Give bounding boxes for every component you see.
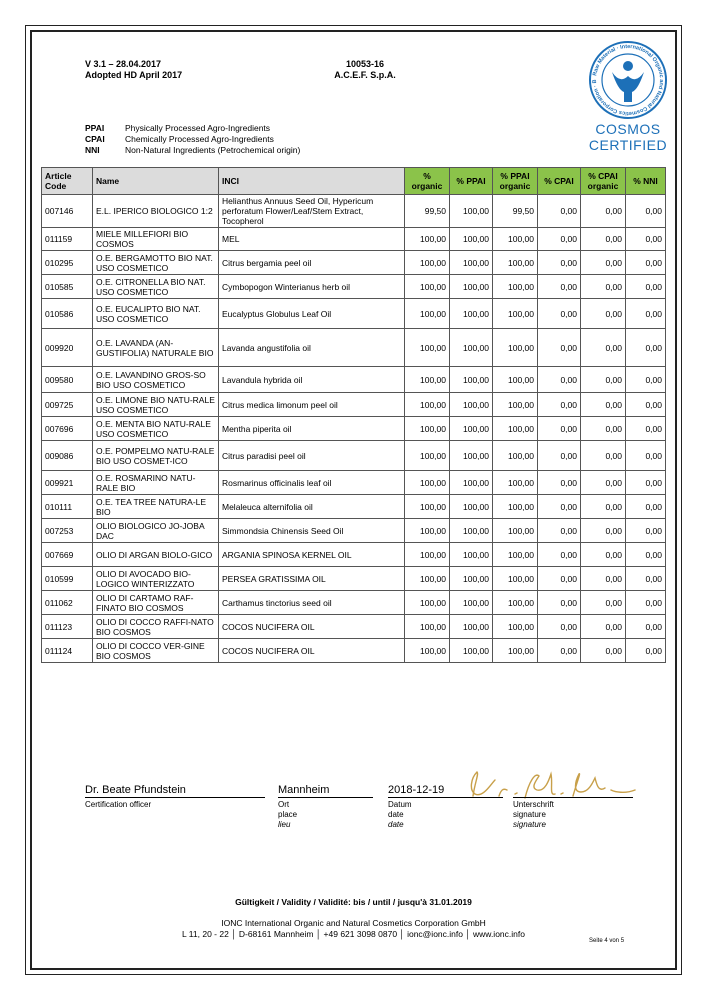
table-row <box>42 495 666 519</box>
date-label-de: Datum <box>388 800 412 809</box>
cell-inci: COCOS NUCIFERA OIL <box>219 639 405 663</box>
place-value: Mannheim <box>278 784 330 796</box>
doc-version: V 3.1 – 28.04.2017 <box>85 59 162 69</box>
cell-cpai-organic: 0,00 <box>581 441 626 471</box>
cell-article-code: 010585 <box>42 275 93 299</box>
logo-certified-text: CERTIFIED <box>588 137 668 153</box>
cell-inci: Lavanda angustifolia oil <box>219 329 405 367</box>
ingredients-table <box>41 167 666 663</box>
abbr-text: Chemically Processed Agro-Ingredients <box>125 134 274 144</box>
table-row <box>42 519 666 543</box>
signature-labels <box>513 800 554 830</box>
cell-ppai: 100,00 <box>450 417 493 441</box>
cell-cpai: 0,00 <box>538 441 581 471</box>
cell-ppai: 100,00 <box>450 639 493 663</box>
cell-organic: 100,00 <box>405 639 450 663</box>
cell-cpai-organic: 0,00 <box>581 567 626 591</box>
table-row <box>42 299 666 329</box>
cell-cpai: 0,00 <box>538 417 581 441</box>
cell-nni: 0,00 <box>626 519 666 543</box>
cell-ppai-organic: 100,00 <box>493 299 538 329</box>
cell-ppai: 100,00 <box>450 195 493 228</box>
cell-inci: Lavandula hybrida oil <box>219 367 405 393</box>
cell-inci: ARGANIA SPINOSA KERNEL OIL <box>219 543 405 567</box>
cell-inci: Melaleuca alternifolia oil <box>219 495 405 519</box>
abbr-row <box>85 145 300 156</box>
cell-name: E.L. IPERICO BIOLOGICO 1:2 <box>93 195 219 228</box>
cell-article-code: 009725 <box>42 393 93 417</box>
cell-name: OLIO DI COCCO RAFFI-NATO BIO COSMOS <box>93 615 219 639</box>
cell-inci: PERSEA GRATISSIMA OIL <box>219 567 405 591</box>
cell-organic: 100,00 <box>405 299 450 329</box>
cell-name: MIELE MILLEFIORI BIO COSMOS <box>93 228 219 251</box>
table-row <box>42 567 666 591</box>
signatory-role: Certification officer <box>85 800 152 809</box>
signature-line <box>513 797 633 798</box>
cell-article-code: 010586 <box>42 299 93 329</box>
cell-article-code: 011062 <box>42 591 93 615</box>
cell-nni: 0,00 <box>626 441 666 471</box>
cell-nni: 0,00 <box>626 471 666 495</box>
cell-cpai-organic: 0,00 <box>581 329 626 367</box>
cell-name: O.E. MENTA BIO NATU-RALE USO COSMETICO <box>93 417 219 441</box>
cell-inci: Eucalyptus Globulus Leaf Oil <box>219 299 405 329</box>
cell-ppai: 100,00 <box>450 367 493 393</box>
table-row <box>42 591 666 615</box>
cell-ppai-organic: 100,00 <box>493 441 538 471</box>
cell-nni: 0,00 <box>626 275 666 299</box>
cell-cpai: 0,00 <box>538 329 581 367</box>
cell-cpai: 0,00 <box>538 615 581 639</box>
place-line <box>278 797 373 798</box>
cell-inci: Simmondsia Chinensis Seed Oil <box>219 519 405 543</box>
cell-article-code: 010295 <box>42 251 93 275</box>
cell-ppai: 100,00 <box>450 591 493 615</box>
abbr-key: NNI <box>85 145 100 155</box>
table-row <box>42 367 666 393</box>
col-header-organic: % organic <box>405 168 450 195</box>
table-row <box>42 615 666 639</box>
cell-ppai: 100,00 <box>450 329 493 367</box>
cell-cpai: 0,00 <box>538 195 581 228</box>
cell-organic: 100,00 <box>405 393 450 417</box>
cell-cpai: 0,00 <box>538 251 581 275</box>
footer-address: L 11, 20 - 22 │ D-68161 Mannheim │ +49 621 3098 0870 │ ionc@ionc.info │ www.ionc.info <box>182 929 525 939</box>
cell-cpai: 0,00 <box>538 299 581 329</box>
cell-organic: 100,00 <box>405 417 450 441</box>
cell-cpai: 0,00 <box>538 495 581 519</box>
cell-ppai-organic: 100,00 <box>493 228 538 251</box>
cell-cpai: 0,00 <box>538 519 581 543</box>
cosmos-seal-icon <box>588 40 668 120</box>
cell-organic: 100,00 <box>405 367 450 393</box>
place-label-en: place <box>278 810 298 819</box>
cell-article-code: 011123 <box>42 615 93 639</box>
signature-label-fr: signature <box>513 820 546 829</box>
cell-name: O.E. EUCALIPTO BIO NAT. USO COSMETICO <box>93 299 219 329</box>
date-label-en: date <box>388 810 404 819</box>
cell-cpai-organic: 0,00 <box>581 299 626 329</box>
cell-organic: 100,00 <box>405 471 450 495</box>
cell-ppai: 100,00 <box>450 228 493 251</box>
cell-name: O.E. LIMONE BIO NATU-RALE USO COSMETICO <box>93 393 219 417</box>
cell-inci: Mentha piperita oil <box>219 417 405 441</box>
cell-ppai-organic: 100,00 <box>493 567 538 591</box>
col-header-cpai: % CPAI <box>538 168 581 195</box>
cell-inci: Citrus medica limonum peel oil <box>219 393 405 417</box>
cell-article-code: 010599 <box>42 567 93 591</box>
page-number: Seite 4 von 5 <box>589 938 625 944</box>
signatory-name: Dr. Beate Pfundstein <box>85 784 186 796</box>
cell-cpai-organic: 0,00 <box>581 471 626 495</box>
cell-article-code: 009580 <box>42 367 93 393</box>
cell-article-code: 011124 <box>42 639 93 663</box>
cell-cpai-organic: 0,00 <box>581 275 626 299</box>
company-name: A.C.E.F. S.p.A. <box>334 70 396 80</box>
cell-ppai-organic: 99,50 <box>493 195 538 228</box>
handwritten-signature-icon <box>465 768 640 804</box>
cell-cpai: 0,00 <box>538 275 581 299</box>
cell-ppai: 100,00 <box>450 615 493 639</box>
table-row <box>42 329 666 367</box>
cell-cpai: 0,00 <box>538 543 581 567</box>
cell-cpai-organic: 0,00 <box>581 495 626 519</box>
cell-organic: 100,00 <box>405 251 450 275</box>
abbr-row <box>85 123 300 134</box>
cell-name: O.E. CITRONELLA BIO NAT. USO COSMETICO <box>93 275 219 299</box>
table-body <box>42 195 666 663</box>
doc-number-block <box>320 59 410 81</box>
cell-nni: 0,00 <box>626 299 666 329</box>
cell-nni: 0,00 <box>626 195 666 228</box>
cell-cpai-organic: 0,00 <box>581 615 626 639</box>
cell-ppai-organic: 100,00 <box>493 639 538 663</box>
cell-cpai-organic: 0,00 <box>581 519 626 543</box>
cell-inci: Citrus paradisi peel oil <box>219 441 405 471</box>
table-row <box>42 228 666 251</box>
date-labels <box>388 800 412 830</box>
cell-name: OLIO DI AVOCADO BIO-LOGICO WINTERIZZATO <box>93 567 219 591</box>
cell-organic: 100,00 <box>405 591 450 615</box>
cell-nni: 0,00 <box>626 567 666 591</box>
cell-organic: 100,00 <box>405 615 450 639</box>
cell-ppai: 100,00 <box>450 567 493 591</box>
cell-organic: 100,00 <box>405 567 450 591</box>
cell-cpai-organic: 0,00 <box>581 543 626 567</box>
cell-ppai-organic: 100,00 <box>493 417 538 441</box>
table-row <box>42 251 666 275</box>
cell-inci: Helianthus Annuus Seed Oil, Hypericum perforatum Flower/Leaf/Stem Extract, Tocopherol <box>219 195 405 228</box>
cell-ppai-organic: 100,00 <box>493 367 538 393</box>
cell-cpai-organic: 0,00 <box>581 591 626 615</box>
col-header-article-code: Article Code <box>42 168 93 195</box>
cell-organic: 100,00 <box>405 275 450 299</box>
abbr-text: Non-Natural Ingredients (Petrochemical origin) <box>125 145 301 155</box>
cell-cpai: 0,00 <box>538 393 581 417</box>
table-row <box>42 441 666 471</box>
cell-ppai-organic: 100,00 <box>493 471 538 495</box>
cell-cpai-organic: 0,00 <box>581 251 626 275</box>
col-header-inci: INCI <box>219 168 405 195</box>
cell-article-code: 009921 <box>42 471 93 495</box>
cell-ppai-organic: 100,00 <box>493 251 538 275</box>
col-header-nni: % NNI <box>626 168 666 195</box>
cell-ppai-organic: 100,00 <box>493 591 538 615</box>
cell-name: OLIO DI ARGAN BIOLO-GICO <box>93 543 219 567</box>
cell-nni: 0,00 <box>626 591 666 615</box>
cell-ppai-organic: 100,00 <box>493 543 538 567</box>
date-label-fr: date <box>388 820 404 829</box>
cell-organic: 100,00 <box>405 228 450 251</box>
cell-cpai: 0,00 <box>538 639 581 663</box>
cell-nni: 0,00 <box>626 329 666 367</box>
signature-label-de: Unterschrift <box>513 800 554 809</box>
table-row <box>42 639 666 663</box>
logo-cosmos-text: COSMOS <box>595 121 661 137</box>
place-labels <box>278 800 297 830</box>
cell-organic: 100,00 <box>405 519 450 543</box>
date-value: 2018-12-19 <box>388 784 445 796</box>
cell-organic: 99,50 <box>405 195 450 228</box>
cell-name: OLIO DI COCCO VER-GINE BIO COSMOS <box>93 639 219 663</box>
cell-ppai: 100,00 <box>450 275 493 299</box>
signature-label-en: signature <box>513 810 546 819</box>
footer-address-block <box>0 918 707 940</box>
col-header-name: Name <box>93 168 219 195</box>
cell-article-code: 007146 <box>42 195 93 228</box>
cell-nni: 0,00 <box>626 367 666 393</box>
cell-nni: 0,00 <box>626 615 666 639</box>
cell-ppai-organic: 100,00 <box>493 615 538 639</box>
signatory-line <box>85 797 265 798</box>
cell-cpai-organic: 0,00 <box>581 367 626 393</box>
cell-cpai-organic: 0,00 <box>581 639 626 663</box>
cell-name: O.E. TEA TREE NATURA-LE BIO <box>93 495 219 519</box>
cell-ppai: 100,00 <box>450 441 493 471</box>
cell-ppai: 100,00 <box>450 471 493 495</box>
cell-article-code: 011159 <box>42 228 93 251</box>
table-header-row <box>42 168 666 195</box>
cell-inci: MEL <box>219 228 405 251</box>
cell-ppai: 100,00 <box>450 299 493 329</box>
cell-cpai-organic: 0,00 <box>581 228 626 251</box>
cell-ppai: 100,00 <box>450 495 493 519</box>
cell-article-code: 007669 <box>42 543 93 567</box>
cell-nni: 0,00 <box>626 639 666 663</box>
cell-ppai-organic: 100,00 <box>493 519 538 543</box>
cell-cpai-organic: 0,00 <box>581 393 626 417</box>
cell-nni: 0,00 <box>626 251 666 275</box>
cell-name: O.E. LAVANDA (AN-GUSTIFOLIA) NATURALE BIO <box>93 329 219 367</box>
table-row <box>42 275 666 299</box>
cell-nni: 0,00 <box>626 495 666 519</box>
cell-organic: 100,00 <box>405 495 450 519</box>
abbr-text: Physically Processed Agro-Ingredients <box>125 123 271 133</box>
cell-cpai-organic: 0,00 <box>581 195 626 228</box>
cell-nni: 0,00 <box>626 543 666 567</box>
footer-organization: IONC International Organic and Natural Cosmetics Corporation GmbH <box>221 918 486 928</box>
cell-ppai-organic: 100,00 <box>493 329 538 367</box>
table-row <box>42 543 666 567</box>
abbreviation-legend <box>85 123 300 156</box>
cell-ppai-organic: 100,00 <box>493 275 538 299</box>
validity-statement: Gültigkeit / Validity / Validité: bis / until / jusqu'à 31.01.2019 <box>235 897 472 907</box>
table-row <box>42 393 666 417</box>
cell-inci: Carthamus tinctorius seed oil <box>219 591 405 615</box>
cell-name: O.E. BERGAMOTTO BIO NAT. USO COSMETICO <box>93 251 219 275</box>
cell-cpai: 0,00 <box>538 471 581 495</box>
svg-text:Raw Material · International O: Raw Material · International Organic and Natural Cosmetics Corporation · B <box>591 43 665 117</box>
cell-ppai: 100,00 <box>450 251 493 275</box>
cell-ppai: 100,00 <box>450 393 493 417</box>
cell-organic: 100,00 <box>405 329 450 367</box>
place-label-de: Ort <box>278 800 290 809</box>
cell-ppai-organic: 100,00 <box>493 495 538 519</box>
cell-ppai-organic: 100,00 <box>493 393 538 417</box>
cell-article-code: 007696 <box>42 417 93 441</box>
cell-organic: 100,00 <box>405 543 450 567</box>
table-row <box>42 417 666 441</box>
cell-ppai: 100,00 <box>450 543 493 567</box>
cell-name: O.E. POMPELMO NATU-RALE BIO USO COSMET-ICO <box>93 441 219 471</box>
col-header-ppai: % PPAI <box>450 168 493 195</box>
cell-name: OLIO BIOLOGICO JO-JOBA DAC <box>93 519 219 543</box>
abbr-key: PPAI <box>85 123 105 133</box>
col-header-ppai-organic: % PPAI organic <box>493 168 538 195</box>
table-row <box>42 195 666 228</box>
col-header-cpai-organic: % CPAI organic <box>581 168 626 195</box>
cell-ppai: 100,00 <box>450 519 493 543</box>
cell-article-code: 007253 <box>42 519 93 543</box>
cell-nni: 0,00 <box>626 417 666 441</box>
abbr-key: CPAI <box>85 134 105 144</box>
cell-cpai: 0,00 <box>538 591 581 615</box>
cell-name: OLIO DI CARTAMO RAF-FINATO BIO COSMOS <box>93 591 219 615</box>
abbr-row <box>85 134 300 145</box>
place-label-fr: lieu <box>278 820 291 829</box>
cell-cpai: 0,00 <box>538 228 581 251</box>
cell-cpai-organic: 0,00 <box>581 417 626 441</box>
cell-name: O.E. LAVANDINO GROS-SO BIO USO COSMETICO <box>93 367 219 393</box>
cell-nni: 0,00 <box>626 393 666 417</box>
cell-article-code: 009920 <box>42 329 93 367</box>
cell-name: O.E. ROSMARINO NATU-RALE BIO <box>93 471 219 495</box>
doc-version-block <box>85 59 182 81</box>
cell-cpai: 0,00 <box>538 367 581 393</box>
cell-inci: Rosmarinus officinalis leaf oil <box>219 471 405 495</box>
cell-inci: Cymbopogon Winterianus herb oil <box>219 275 405 299</box>
doc-adopted: Adopted HD April 2017 <box>85 70 183 80</box>
cell-cpai: 0,00 <box>538 567 581 591</box>
cell-organic: 100,00 <box>405 441 450 471</box>
cell-inci: COCOS NUCIFERA OIL <box>219 615 405 639</box>
cell-article-code: 009086 <box>42 441 93 471</box>
cell-nni: 0,00 <box>626 228 666 251</box>
cell-article-code: 010111 <box>42 495 93 519</box>
table-row <box>42 471 666 495</box>
cell-inci: Citrus bergamia peel oil <box>219 251 405 275</box>
cosmos-certified-logo <box>588 40 668 152</box>
doc-number: 10053-16 <box>345 59 385 69</box>
